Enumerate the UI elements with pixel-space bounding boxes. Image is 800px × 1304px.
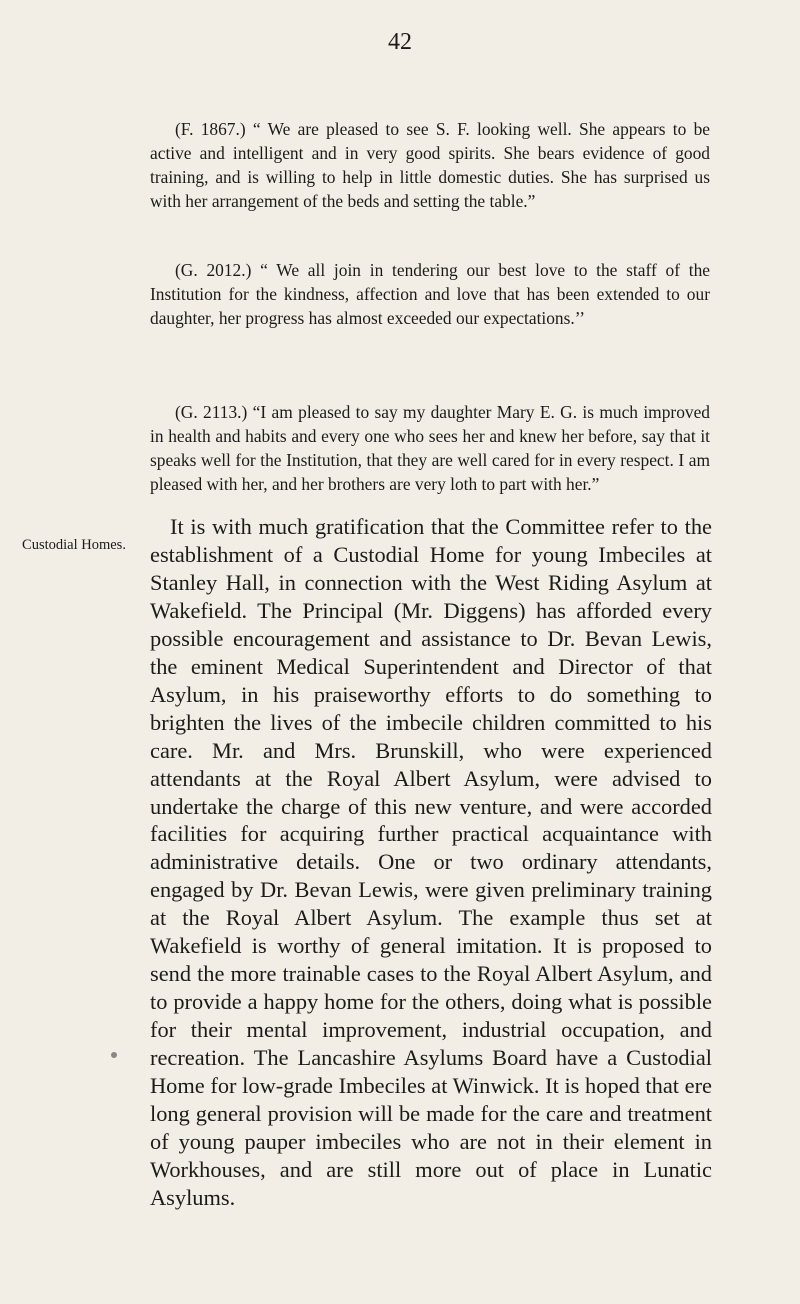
margin-note-custodial-homes: Custodial Homes. <box>22 537 126 553</box>
letter-extract-g-2012: (G. 2012.) “ We all join in tendering our best love to the staff of the Institution for the kindness, affection and love that has been extended to our daughter, her progress has almost exceeded our expectations.’’ <box>150 260 710 328</box>
letter-extract-g-2113: (G. 2113.) “I am pleased to say my daughter Mary E. G. is much improved in health and habits and every one who sees her and knew her before, say that it speaks well for the Institution, that they are well cared for in every respect. I am pleased with her, and her brothers are very loth to part with her.” <box>150 402 710 494</box>
margin-dot <box>111 1052 117 1058</box>
page-number: 42 <box>388 29 412 55</box>
letter-extract-f-1867: (F. 1867.) “ We are pleased to see S. F. looking well. She appears to be active and intelligent and in very good spirits. She bears evidence of good training, and is willing to help in little domestic duties. She has surprised us with her arrangement of the beds and setting the table.” <box>150 119 710 211</box>
main-paragraph-custodial-home: It is with much gratification that the Committee refer to the establishment of a Custodial Home for young Imbeciles at Stanley Hall, in connection with the West Riding Asylum at Wakefield. The Principal (Mr. Diggens) has afforded every possible encouragement and assistance to Dr. Bevan Lewis, the eminent Medical Superintendent and Director of that Asylum, in his praiseworthy efforts to do something to brighten the lives of the imbecile children committed to his care. Mr. and Mrs. Brunskill, who were experienced attendants at the Royal Albert Asylum, were advised to undertake the charge of this new venture, and were accorded facilities for acquiring further practical acquaintance with administrative details. One or two ordinary attendants, engaged by Dr. Bevan Lewis, were given preliminary training at the Royal Albert Asylum. The example thus set at Wakefield is worthy of general imitation. It is proposed to send the more trainable cases to the Royal Albert Asylum, and to provide a happy home for the others, doing what is possible for their mental improvement, industrial occupation, and recreation. The Lancashire Asylums Board have a Custodial Home for low-grade Imbeciles at Winwick. It is hoped that ere long general provision will be made for the care and treatment of young pauper imbeciles who are not in their element in Workhouses, and are still more out of place in Lunatic Asylums. <box>150 514 712 1210</box>
